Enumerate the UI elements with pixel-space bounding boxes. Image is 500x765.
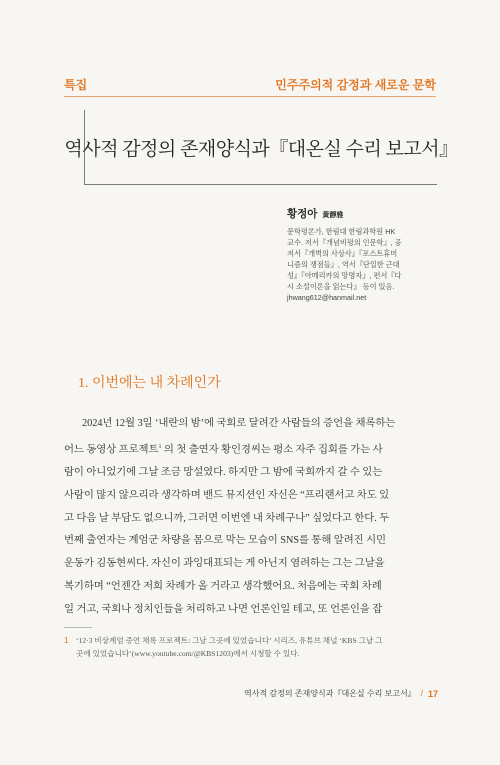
body-line: 람이 아니었기에 그날 조금 망설였다. 하지만 그 밤에 국회까지 갈 수 있는: [64, 467, 383, 479]
header-divider: [64, 96, 436, 97]
bio-line: 교수. 저서『개념비평의 인문학』, 공: [287, 238, 402, 247]
body-line: 고 다음 날 부담도 없으니까, 그러면 이번엔 내 차례구나” 싶었다고 한다. 두: [64, 512, 390, 524]
author-name-line: [287, 206, 437, 221]
author-hanja: 黃靜雅: [322, 212, 344, 219]
bio-line: 문학평론가, 한림대 한림과학원 HK: [287, 227, 396, 236]
body-line: 복기하며 “언젠간 저희 차례가 올 거라고 생각했어요. 처음에는 국회 차례: [64, 581, 382, 593]
bio-line: 저서『개벽의 사상사』『포스트휴머: [287, 249, 398, 258]
author-block: [287, 206, 437, 303]
body-line: 일 거고, 국회나 정치인들을 처리하고 나면 언론인일 테고, 또 언론인을 잡: [64, 603, 383, 615]
footnote-line: ‘12·3 비상계엄 증언 채록 프로젝트: 그날 그곳에 있었습니다’ 시리즈, 유튜브 채널 ‘KBS 그날 그: [76, 636, 383, 645]
footer-running-title: 역사적 감정의 존재양식과『대온실 수리 보고서』: [244, 689, 416, 698]
section-heading: 1. 이번에는 내 차례인가: [78, 376, 221, 391]
section-label: 특집: [64, 78, 88, 92]
body-line: 운동가 김동현씨다. 자신이 과잉대표되는 게 아닌지 염려하는 그는 그날을: [64, 558, 385, 570]
author-email: jhwang612@hanmail.net: [287, 293, 367, 302]
bio-line: 성』『아메리카의 망명자』, 편서『다: [287, 271, 402, 280]
title-frame: [64, 110, 458, 185]
footnote-divider: [64, 627, 92, 628]
footnote-ref[interactable]: 1: [158, 443, 162, 450]
topic-label: 민주주의적 감정과 새로운 문학: [275, 78, 436, 92]
author-bio: [287, 226, 437, 303]
body-line: 사람이 많지 않으리라 생각하며 밴드 뮤지션인 자신은 “프리랜서고 차도 있: [64, 489, 390, 501]
footnote-text: [76, 634, 382, 660]
author-name: 황정아: [287, 208, 318, 220]
page-footer: [244, 688, 438, 699]
body-line-part: 의 첫 출연자 황인경씨는 평소 자주 집회를 가는 사: [163, 444, 383, 456]
footer-separator: /: [420, 689, 423, 698]
body-text: [64, 413, 444, 622]
article-title: 역사적 감정의 존재양식과『대온실 수리 보고서』: [64, 138, 458, 160]
page-number: 17: [427, 688, 438, 699]
footnote-number: 1: [64, 636, 69, 645]
body-line-part: 어느 동영상 프로젝트: [64, 444, 159, 456]
footnote-line: 곳에 있었습니다’(www.youtube.com/@KBS1203)에서 시청할 수 있다.: [76, 649, 300, 658]
body-line: 번째 출연자는 계엄군 차량을 몸으로 막는 모습이 SNS를 통해 알려진 시민: [64, 535, 386, 547]
bio-line: 니즘의 쟁점들』, 역서『단일한 근대: [287, 260, 400, 269]
running-header: [64, 76, 436, 93]
body-line: 2024년 12월 3일 ‘내란의 밤’에 국회로 달려간 사람들의 증언을 채록하는: [82, 418, 396, 429]
body-line: [64, 436, 444, 462]
footnote: [64, 634, 444, 660]
bio-line: 시 소설이론을 읽는다』 등이 있음.: [287, 282, 395, 291]
